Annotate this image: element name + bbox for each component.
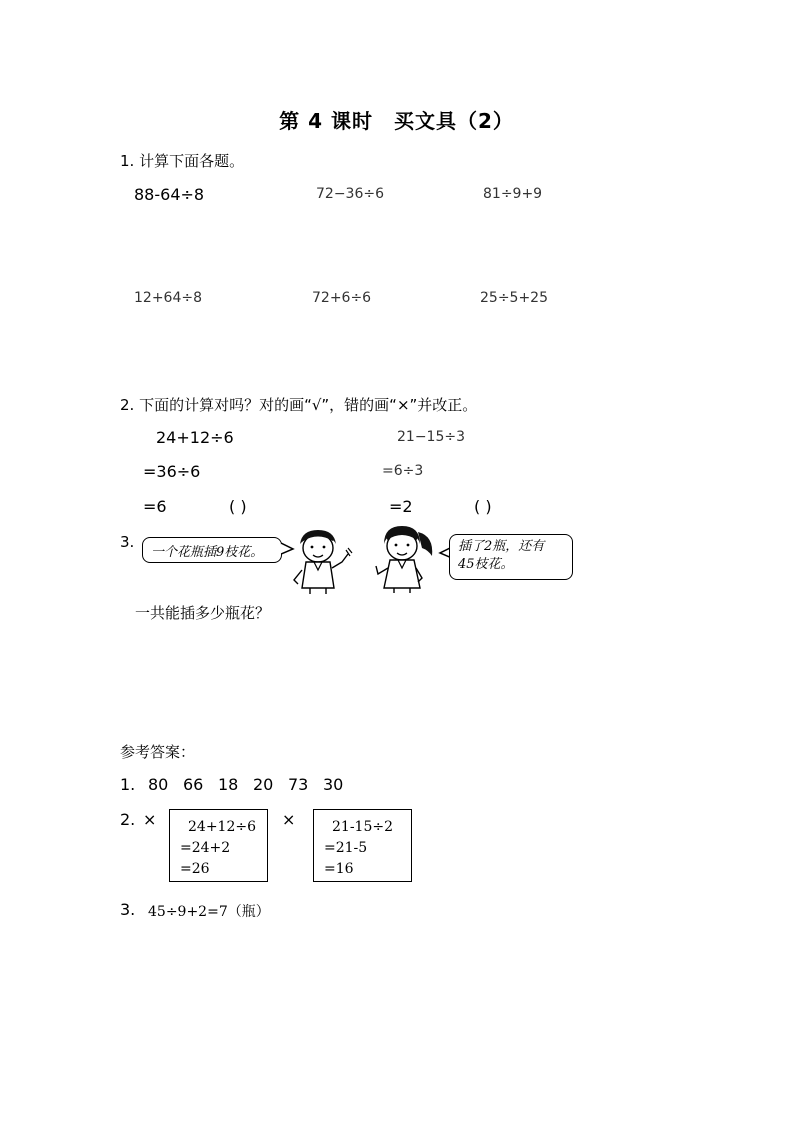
answer-1-value: 73 [288,775,309,794]
answer-2-label: 2. [120,810,136,829]
answer-2-box-1-line: 24+12÷6 [188,819,256,835]
answer-2-mark-1: × [143,810,157,829]
question-2-label: 2. 下面的计算对吗？对的画“√”，错的画“×”并改正。 [120,396,478,414]
answer-2-box-2-line: 21-15÷2 [332,819,393,835]
q2-right-line1: 21−15÷3 [397,429,465,445]
answer-2-box-1-line: =26 [180,861,210,877]
q2-left-answer-paren[interactable]: ( ) [229,497,247,516]
q1-expr-5: 72+6÷6 [312,290,372,306]
answer-1-value: 66 [183,775,204,794]
speech-bubble-right [449,534,573,580]
speech-bubble-left-text: 一个花瓶插9枝花。 [151,545,264,560]
q2-left-line2: =36÷6 [143,462,201,481]
answer-3-label: 3. [120,900,136,919]
q1-expr-2: 72−36÷6 [316,186,384,202]
answer-2-box-1-line: =24+2 [180,840,231,856]
answer-2-mark-2: × [282,810,296,829]
q1-expr-3: 81÷9+9 [483,186,543,202]
q2-right-line2: =6÷3 [382,463,424,479]
answer-1-value: 30 [323,775,344,794]
q1-expr-6: 25÷5+25 [480,290,548,306]
q2-left-line3: =6 [143,497,167,516]
speech-bubble-right-line2: 45枝花。 [458,557,514,572]
girl-illustration-icon [372,522,440,594]
speech-bubble-left [142,537,282,563]
answer-1-label: 1. [120,775,136,794]
boy-illustration-icon [288,526,356,596]
answer-1-value: 80 [148,775,169,794]
answer-2-box-1 [169,809,268,882]
answer-1-value: 20 [253,775,274,794]
q1-expr-1: 88-64÷8 [134,185,205,204]
question-3-label: 3. [120,533,135,551]
page-title: 第 4 课时 买文具（2） [279,109,514,133]
answer-2-box-2-line: =16 [324,861,354,877]
answers-heading: 参考答案： [120,743,196,761]
answer-1-value: 18 [218,775,239,794]
q2-left-line1: 24+12÷6 [156,428,234,447]
speech-bubble-right-line1: 插了2瓶，还有 [458,539,545,554]
question-1-label: 1. 计算下面各题。 [120,152,245,170]
q1-expr-4: 12+64÷8 [134,290,202,306]
answer-3-text: 45÷9+2=7（瓶） [148,904,270,920]
question-3-text: 一共能插多少瓶花？ [135,604,271,622]
answer-2-box-2 [313,809,412,882]
q2-right-answer-paren[interactable]: ( ) [474,497,492,516]
answer-2-box-2-line: =21-5 [324,840,368,856]
q2-right-line3: =2 [389,497,413,516]
